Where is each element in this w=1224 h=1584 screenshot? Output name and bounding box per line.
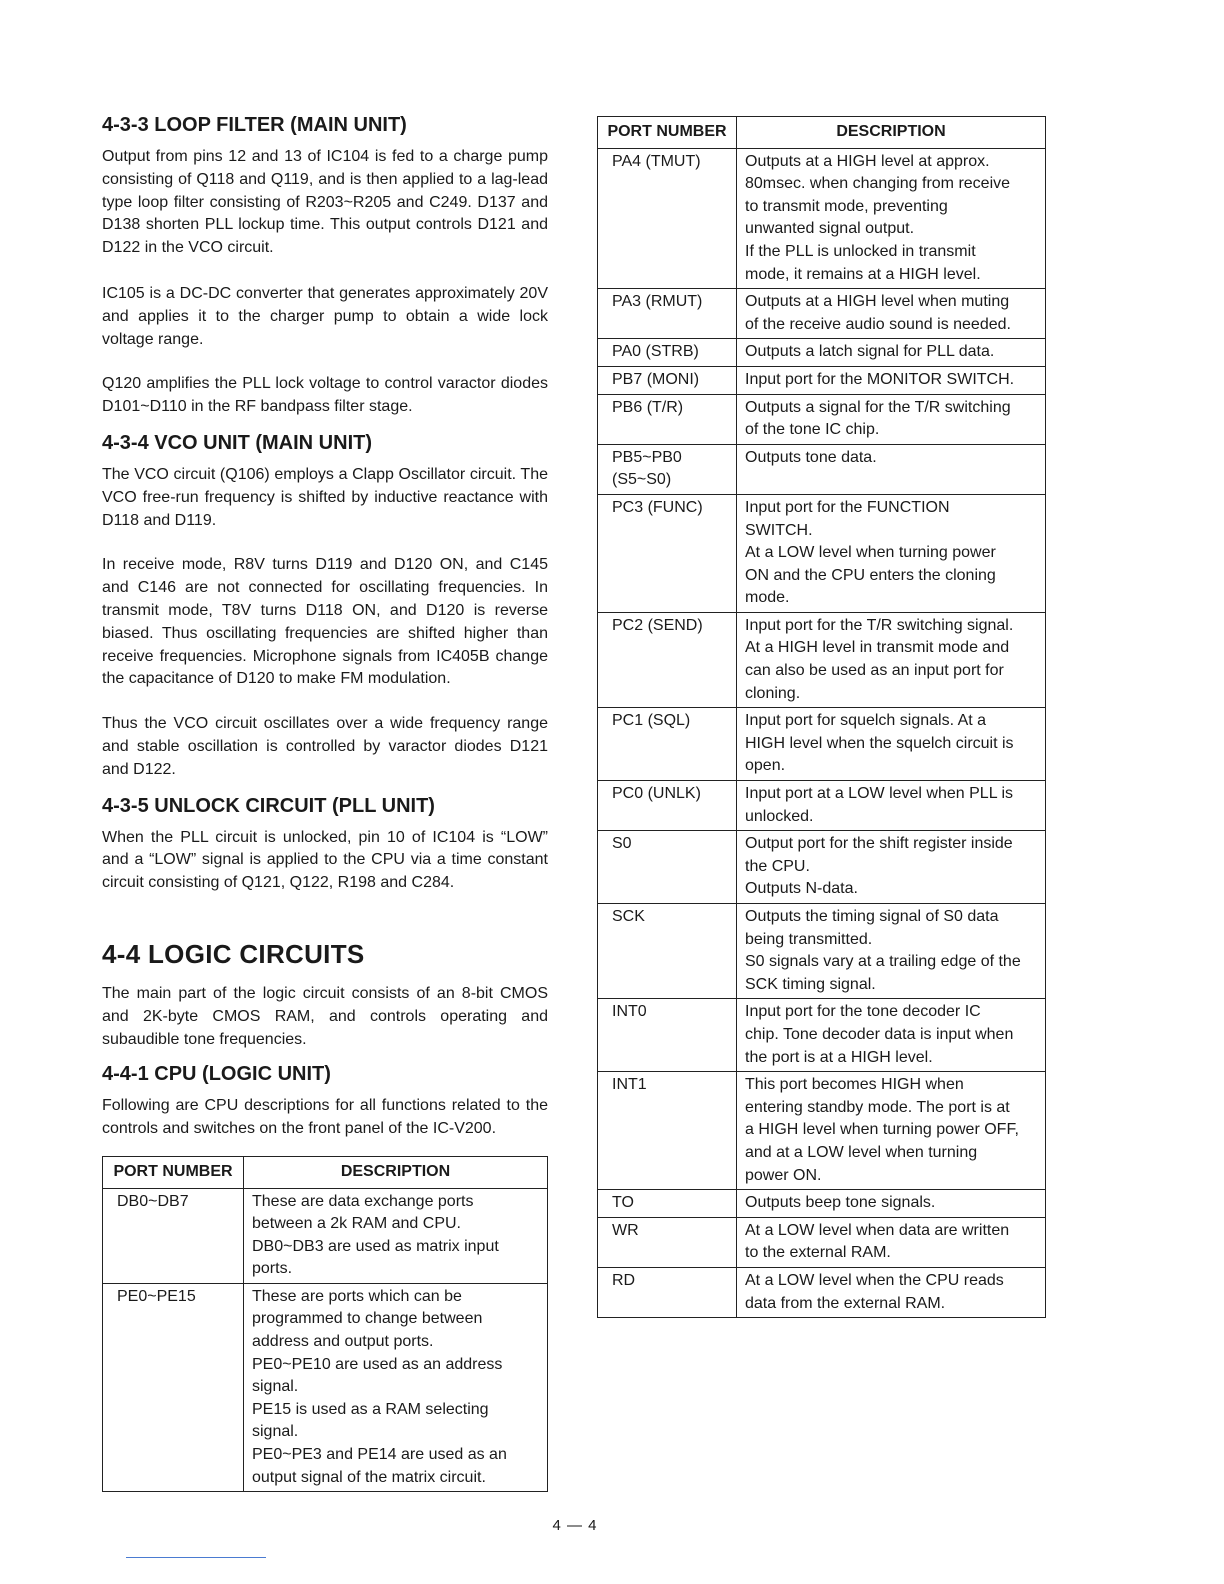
column-header-port: PORT NUMBER [598, 117, 737, 149]
heading-vco-unit: 4-3-4 VCO UNIT (MAIN UNIT) [102, 431, 372, 454]
description-cell [244, 1188, 548, 1283]
heading-loop-filter: 4-3-3 LOOP FILTER (MAIN UNIT) [102, 114, 407, 136]
table-row [103, 1283, 548, 1491]
description-line: These are ports which can be [252, 1287, 462, 1305]
table-row [103, 1188, 548, 1283]
table-row [598, 394, 1046, 444]
description-line: ports. [252, 1260, 293, 1278]
port-number: PC3 (FUNC) [612, 498, 703, 516]
port-number-cell [598, 494, 737, 612]
description-line: This port becomes HIGH when [745, 1076, 964, 1094]
description-cell [737, 444, 1046, 494]
table-row [598, 781, 1046, 831]
port-number-cell [598, 366, 737, 394]
description-cell [737, 612, 1046, 707]
description-line: Input port for squelch signals. At a [745, 712, 987, 730]
description-line: and at a LOW level when turning [745, 1143, 978, 1161]
description-line: DB0~DB3 are used as matrix input [252, 1237, 499, 1255]
description-cell [737, 394, 1046, 444]
description-line: Outputs a latch signal for PLL data. [745, 343, 995, 361]
port-number: PA3 (RMUT) [612, 293, 703, 311]
description-line: of the receive audio sound is needed. [745, 315, 1011, 333]
port-number: PA0 (STRB) [612, 343, 699, 361]
port-number-cell [598, 1190, 737, 1218]
table-row [598, 366, 1046, 394]
description-cell [737, 289, 1046, 339]
port-number-cell [598, 339, 737, 367]
description-line: Input port for the tone decoder IC [745, 1003, 981, 1021]
port-number-cell [598, 781, 737, 831]
description-line: Input port for the FUNCTION [745, 498, 950, 516]
description-line: being transmitted. [745, 930, 873, 948]
port-number: WR [612, 1221, 639, 1239]
description-line: At a HIGH level in transmit mode and [745, 639, 1010, 657]
paragraph: Following are CPU descriptions for all functions related to the controls and switches on the front panel of the IC-V200. [102, 1097, 548, 1138]
paragraph: The VCO circuit (Q106) employs a Clapp Oscillator circuit. The VCO free-run frequency is shifted by inductive reactance with D118 and D119. [102, 465, 548, 529]
description-line: the CPU. [745, 857, 810, 875]
description-line: PE15 is used as a RAM selecting [252, 1400, 489, 1418]
port-number: PA4 (TMUT) [612, 152, 701, 170]
heading-cpu: 4-4-1 CPU (LOGIC UNIT) [102, 1063, 331, 1086]
description-cell [737, 708, 1046, 781]
port-number-cell [598, 708, 737, 781]
table-row [598, 148, 1046, 289]
column-header-port: PORT NUMBER [103, 1156, 244, 1188]
description-cell [737, 1072, 1046, 1190]
description-line: Input port for the T/R switching signal. [745, 616, 1014, 634]
description-line: address and output ports. [252, 1333, 434, 1351]
description-line: mode. [745, 589, 790, 607]
port-number-cell [598, 289, 737, 339]
paragraph: When the PLL circuit is unlocked, pin 10 of IC104 is “LOW” and a “LOW” signal is applied to the CPU via a time constant circuit consisting of Q121, Q122, R198 and C284. [102, 828, 548, 892]
description-line: Input port for the MONITOR SWITCH. [745, 370, 1015, 388]
table-row [598, 289, 1046, 339]
table-header-row [103, 1156, 548, 1188]
description-line: to transmit mode, preventing [745, 197, 948, 215]
description-line: Outputs N-data. [745, 880, 858, 898]
description-line: mode, it remains at a HIGH level. [745, 265, 981, 283]
description-line: to the external RAM. [745, 1244, 891, 1262]
description-cell [737, 1190, 1046, 1218]
table-row [598, 708, 1046, 781]
port-number: S0 [612, 835, 632, 853]
description-cell [737, 148, 1046, 289]
port-number: INT1 [612, 1076, 647, 1094]
port-table-right [597, 116, 1046, 1318]
description-line: SCK timing signal. [745, 975, 876, 993]
table-row [598, 1267, 1046, 1317]
paragraph: Output from pins 12 and 13 of IC104 is fed to a charge pump consisting of Q118 and Q119, and is then applied to a lag-lead type loop filter consisting of R203~R205 and C249. D137 and D138 shorten PLL lockup time. This output controls D121 and D122 in the VCO circuit. [102, 148, 548, 257]
description-line: the port is at a HIGH level. [745, 1048, 933, 1066]
description-line: ON and the CPU enters the cloning [745, 566, 996, 584]
right-column [597, 116, 1046, 1318]
port-number: PB7 (MONI) [612, 370, 700, 388]
table-header-row [598, 117, 1046, 149]
port-number-cell [598, 612, 737, 707]
description-line: open. [745, 757, 786, 775]
port-number-cell [598, 394, 737, 444]
description-cell [737, 366, 1046, 394]
description-cell [737, 1217, 1046, 1267]
paragraph: IC105 is a DC-DC converter that generates approximately 20V and applies it to the charger pump to obtain a wide lock voltage range. [102, 284, 548, 348]
port-number-cell [598, 148, 737, 289]
description-cell [737, 1267, 1046, 1317]
paragraph: In receive mode, R8V turns D119 and D120 ON, and C145 and C146 are not connected for oscillating frequencies. In transmit mode, T8V turns D118 ON, and D120 is reverse biased. Thus oscillating frequencies are shifted higher than receive frequencies. Microphone signals from IC405B change the capacitance of D120 to make FM modulation. [102, 556, 548, 688]
port-table-left [102, 1156, 548, 1492]
description-line: HIGH level when the squelch circuit is [745, 734, 1014, 752]
table-row [598, 831, 1046, 904]
port-number: (S5~S0) [612, 471, 672, 489]
port-number: PC0 (UNLK) [612, 785, 701, 803]
footer-rule [126, 1557, 266, 1558]
port-number: PC1 (SQL) [612, 712, 691, 730]
page-number: 4 — 4 [552, 1517, 598, 1534]
description-cell [737, 999, 1046, 1072]
table-row [598, 1217, 1046, 1267]
table-row [598, 612, 1046, 707]
description-line: PE0~PE3 and PE14 are used as an [252, 1446, 507, 1464]
description-line: power ON. [745, 1166, 822, 1184]
description-line: chip. Tone decoder data is input when [745, 1025, 1014, 1043]
table-row [598, 494, 1046, 612]
description-line: Outputs a signal for the T/R switching [745, 398, 1011, 416]
description-line: can also be used as an input port for [745, 662, 1004, 680]
description-line: data from the external RAM. [745, 1294, 946, 1312]
column-header-description: DESCRIPTION [244, 1156, 548, 1188]
description-line: 80msec. when changing from receive [745, 175, 1011, 193]
description-cell [244, 1283, 548, 1491]
port-number: INT0 [612, 1003, 647, 1021]
description-line: a HIGH level when turning power OFF, [745, 1121, 1019, 1139]
table-row [598, 444, 1046, 494]
port-number-cell [598, 999, 737, 1072]
description-line: signal. [252, 1423, 299, 1441]
description-line: If the PLL is unlocked in transmit [745, 242, 976, 260]
port-number-cell [598, 1217, 737, 1267]
column-header-description: DESCRIPTION [737, 117, 1046, 149]
left-column [102, 112, 548, 1492]
port-number: PB5~PB0 [612, 448, 682, 466]
description-line: SWITCH. [745, 521, 813, 539]
description-line: Input port at a LOW level when PLL is [745, 785, 1013, 803]
description-line: of the tone IC chip. [745, 421, 880, 439]
port-number: PE0~PE15 [117, 1287, 196, 1305]
port-number: PC2 (SEND) [612, 616, 703, 634]
description-cell [737, 494, 1046, 612]
description-cell [737, 831, 1046, 904]
table-row [598, 1190, 1046, 1218]
description-line: Outputs beep tone signals. [745, 1194, 936, 1212]
port-number-cell [598, 831, 737, 904]
description-line: unwanted signal output. [745, 220, 915, 238]
port-number-cell [598, 1072, 737, 1190]
port-number-cell [598, 904, 737, 999]
description-line: unlocked. [745, 807, 814, 825]
description-line: Outputs at a HIGH level when muting [745, 293, 1010, 311]
description-cell [737, 904, 1046, 999]
port-number-cell [103, 1283, 244, 1491]
port-number-cell [598, 1267, 737, 1317]
table-row [598, 904, 1046, 999]
description-line: output signal of the matrix circuit. [252, 1468, 486, 1486]
description-cell [737, 781, 1046, 831]
paragraph: Thus the VCO circuit oscillates over a wide frequency range and stable oscillation is controlled by varactor diodes D121 and D122. [102, 715, 548, 778]
description-line: between a 2k RAM and CPU. [252, 1215, 461, 1233]
paragraph: The main part of the logic circuit consists of an 8-bit CMOS and 2K-byte CMOS RAM, and controls operating and subaudible tone frequencies. [102, 984, 548, 1048]
description-line: programmed to change between [252, 1310, 483, 1328]
port-number: SCK [612, 908, 645, 925]
heading-logic-circuits: 4-4 LOGIC CIRCUITS [102, 938, 365, 969]
port-number-cell [598, 444, 737, 494]
description-line: entering standby mode. The port is at [745, 1098, 1010, 1116]
description-line: At a LOW level when data are written [745, 1221, 1010, 1239]
description-line: Outputs tone data. [745, 448, 877, 466]
table-row [598, 1072, 1046, 1190]
description-line: signal. [252, 1378, 299, 1396]
description-line: These are data exchange ports [252, 1192, 474, 1210]
description-line: S0 signals vary at a trailing edge of the [745, 953, 1021, 971]
port-number: TO [612, 1194, 634, 1212]
description-cell [737, 339, 1046, 367]
table-row [598, 999, 1046, 1072]
description-line: Outputs the timing signal of S0 data [745, 908, 999, 925]
table-row [598, 339, 1046, 367]
port-number-cell [103, 1188, 244, 1283]
description-line: Output port for the shift register inside [745, 835, 1013, 853]
port-number: DB0~DB7 [117, 1192, 189, 1210]
description-line: At a LOW level when turning power [745, 544, 996, 562]
port-number: RD [612, 1271, 636, 1289]
paragraph: Q120 amplifies the PLL lock voltage to control varactor diodes D101~D110 in the RF bandpass filter stage. [102, 375, 548, 416]
description-line: Outputs at a HIGH level at approx. [745, 152, 990, 170]
description-line: cloning. [745, 684, 801, 702]
description-line: PE0~PE10 are used as an address [252, 1355, 503, 1373]
heading-unlock-circuit: 4-3-5 UNLOCK CIRCUIT (PLL UNIT) [102, 794, 435, 817]
port-number: PB6 (T/R) [612, 398, 684, 416]
description-line: At a LOW level when the CPU reads [745, 1271, 1004, 1289]
